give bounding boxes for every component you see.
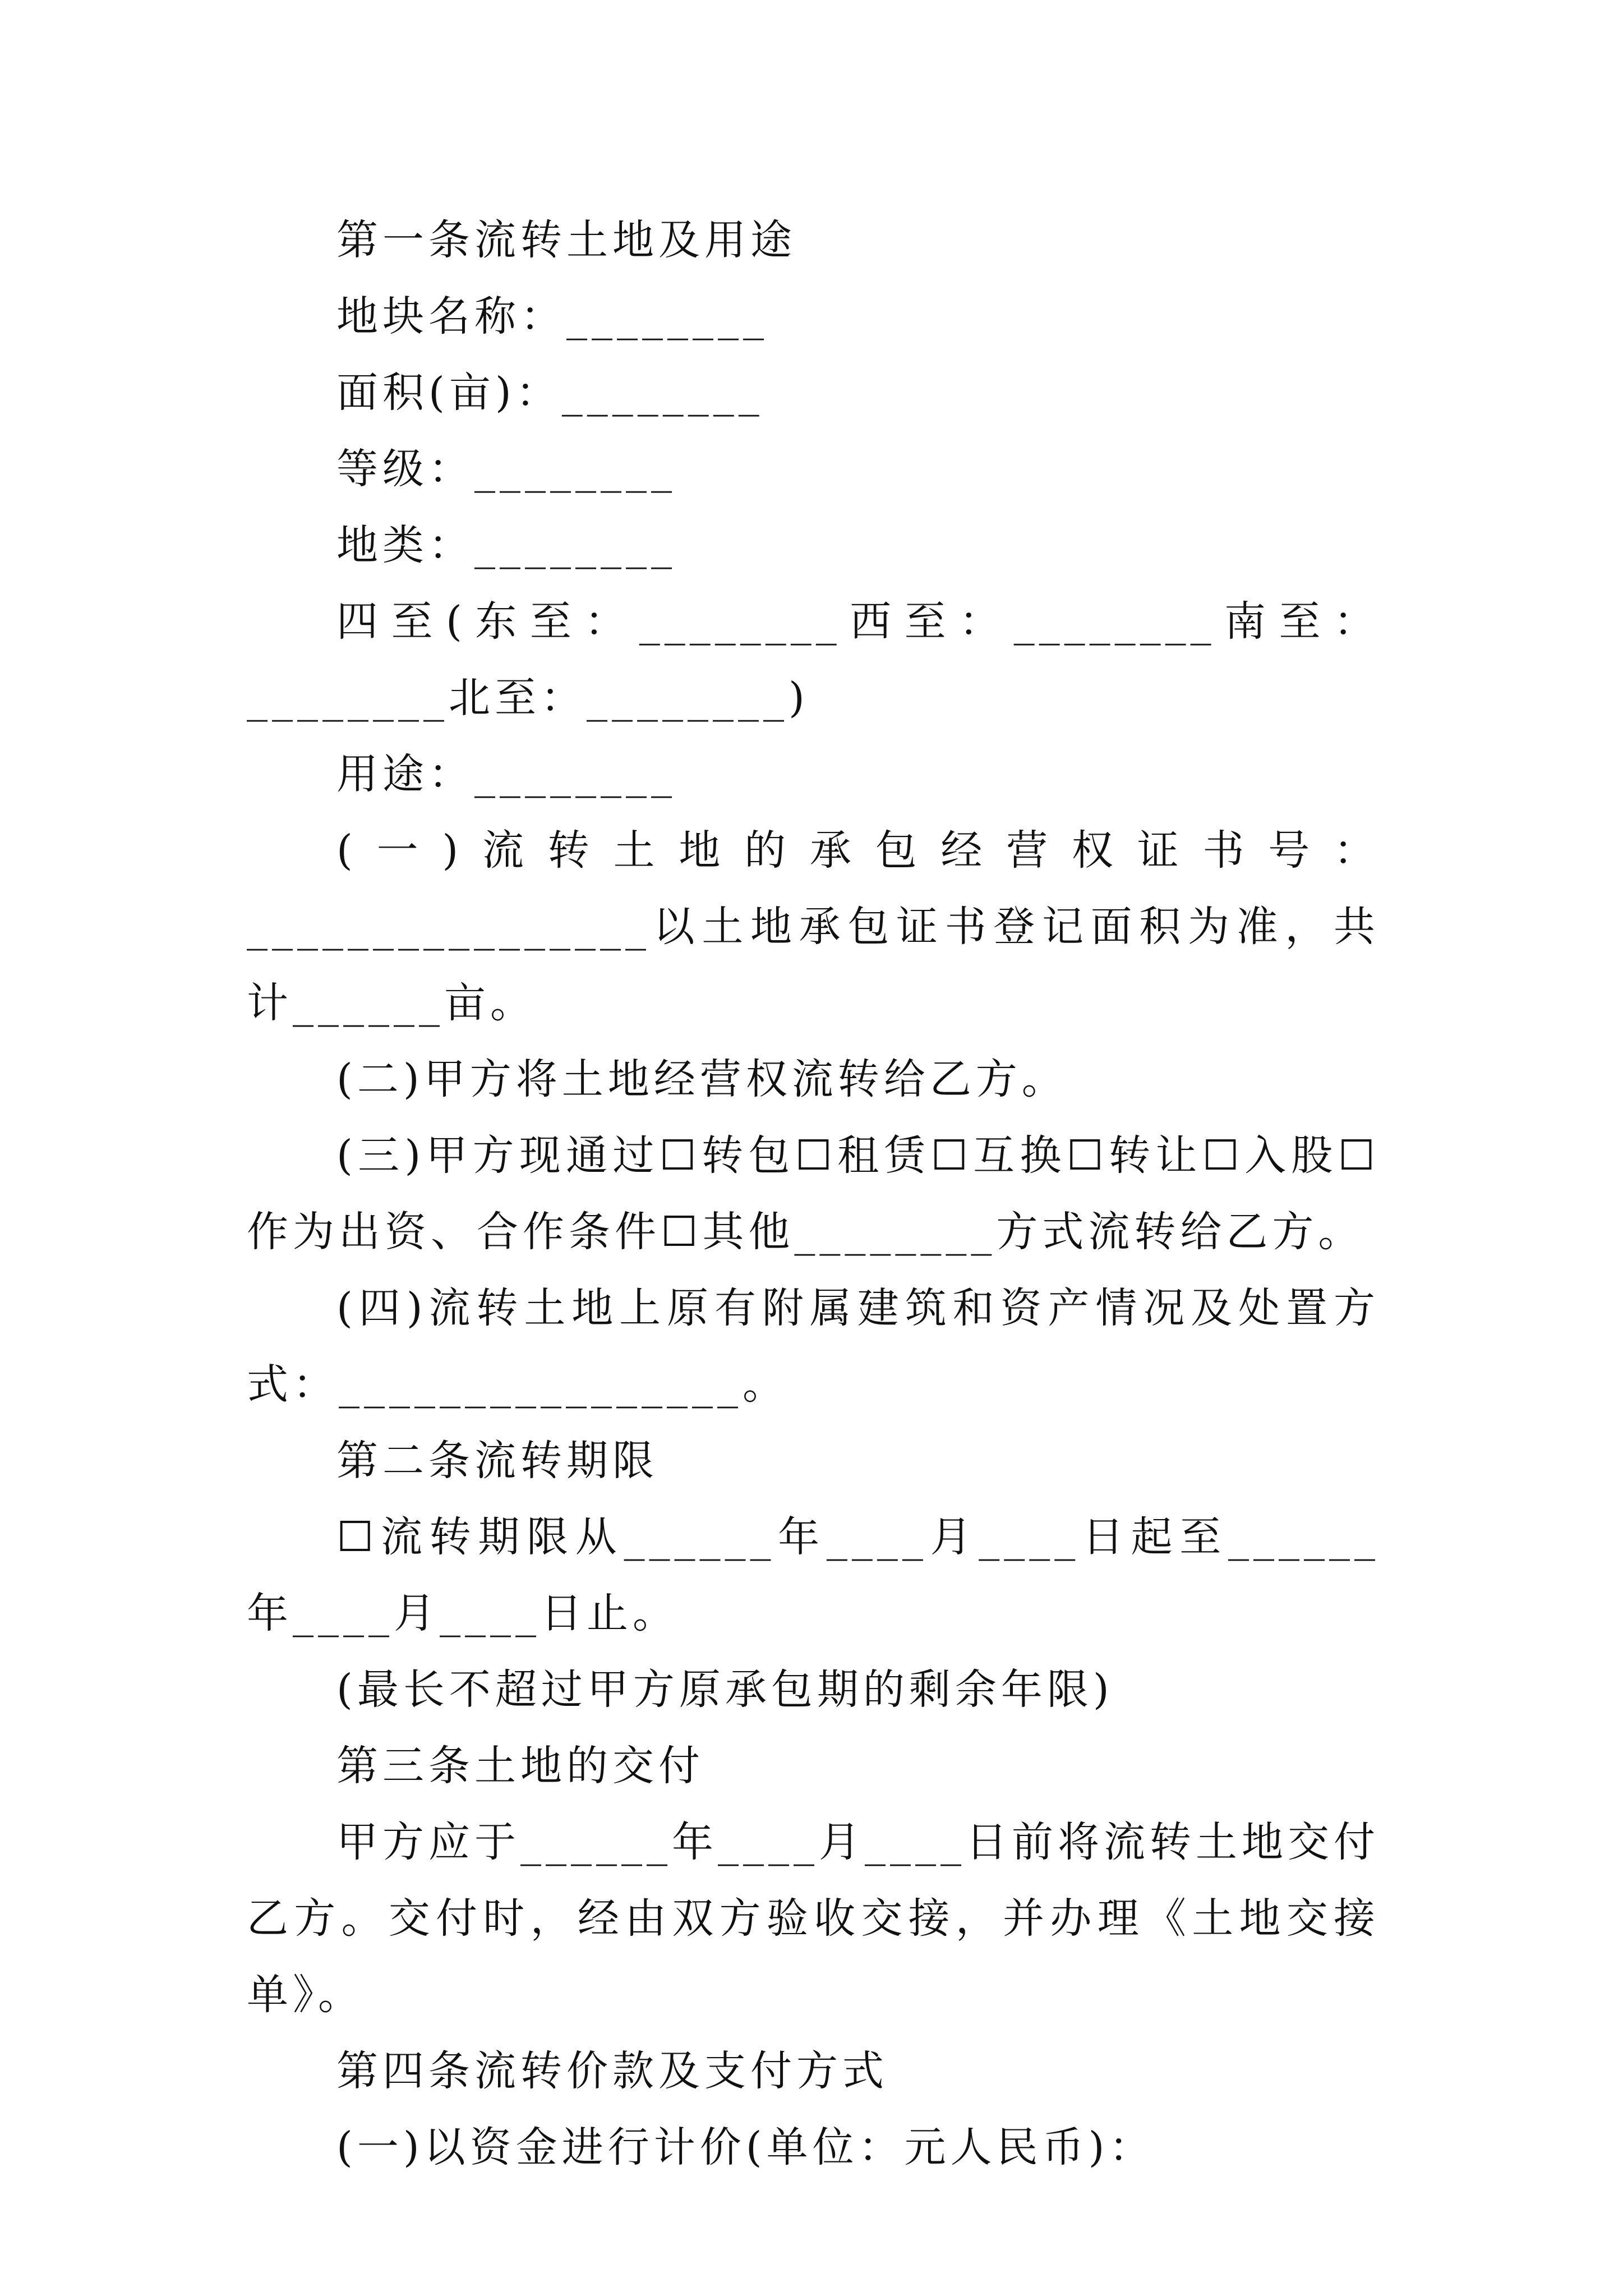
- contract-body: [247, 202, 1380, 2185]
- article-2-heading: 第二条流转期限: [336, 1437, 658, 1485]
- usage-field: 用途：________: [336, 750, 676, 798]
- clause-1-4: (四)流转土地上原有附属建筑和资产情况及处置方式：________________。: [247, 1284, 1380, 1409]
- article-4-heading: 第四条流转价款及支付方式: [336, 2047, 888, 2095]
- clause-1-2: (二)甲方将土地经营权流转给乙方。: [336, 1055, 1068, 1103]
- term-note: (最长不超过甲方原承包期的剩余年限): [336, 1665, 1114, 1714]
- plot-name-field: 地块名称：________: [336, 292, 768, 341]
- delivery-clause: 甲方应于______年____月____日前将流转土地交付乙方。交付时，经由双方验收交接，并办理《土地交接单》。: [247, 1818, 1380, 2019]
- land-type-field: 地类：________: [336, 521, 676, 569]
- clause-4-1: (一)以资金进行计价(单位：元人民币)：: [336, 2123, 1155, 2171]
- grade-field: 等级：________: [336, 445, 676, 493]
- clause-1-3: (三)甲方现通过☐转包☐租赁☐互换☐转让☐入股☐作为出资、合作条件☐其他________方式流转给乙方。: [247, 1131, 1380, 1256]
- term-clause: ☐流转期限从______年____月____日起至______年____月____日止。: [247, 1513, 1380, 1637]
- clause-1-1: (一)流转土地的承包经营权证书号：________________以土地承包证书登记面积为准，共计______亩。: [247, 826, 1380, 1027]
- area-field: 面积(亩)：________: [336, 369, 764, 417]
- boundaries-field: 四至(东至：________西至：________南至：________北至：________): [247, 597, 1380, 722]
- article-1-heading: 第一条流转土地及用途: [336, 216, 796, 264]
- article-3-heading: 第三条土地的交付: [336, 1742, 704, 1790]
